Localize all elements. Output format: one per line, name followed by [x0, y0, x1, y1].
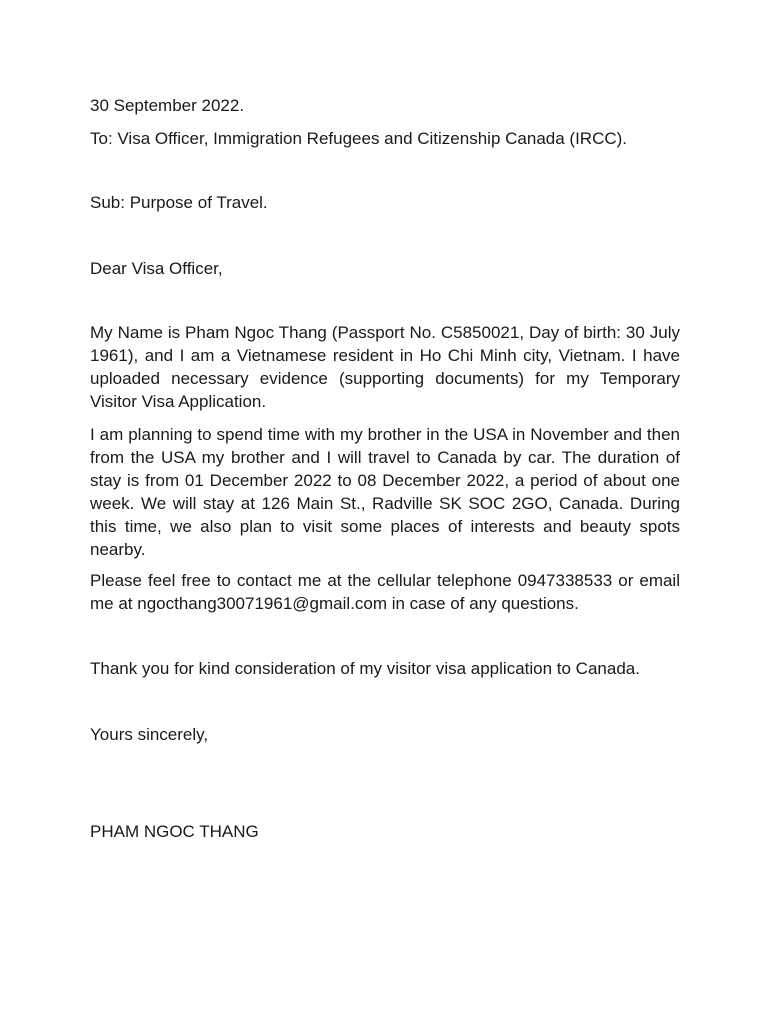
letter-date: 30 September 2022.: [90, 96, 245, 115]
letter-recipient: To: Visa Officer, Immigration Refugees and Citizenship Canada (IRCC).: [90, 129, 628, 148]
letter-thanks: Thank you for kind consideration of my visitor visa application to Canada.: [90, 659, 640, 678]
body-paragraph-introduction: My Name is Pham Ngoc Thang (Passport No. C5850021, Day of birth: 30 July 1961), and I am a Vietnamese resident in Ho Chi Minh city, Vietnam. I have uploaded necessary evidence (supporting documents) for my Temporary Visitor Visa Application.: [90, 323, 680, 411]
signature-name: PHAM NGOC THANG: [90, 822, 259, 841]
body-paragraph-travel-plan: I am planning to spend time with my brother in the USA in November and then from the USA my brother and I will travel to Canada by car. The duration of stay is from 01 December 2022 to 08 December 2022, a period of about one week. We will stay at 126 Main St., Radville SK SOC 2GO, Canada. During this time, we also plan to visit some places of interests and beauty spots nearby.: [90, 425, 680, 559]
letter-subject: Sub: Purpose of Travel.: [90, 193, 268, 212]
letter-closing: Yours sincerely,: [90, 725, 209, 744]
letter-salutation: Dear Visa Officer,: [90, 259, 223, 278]
body-paragraph-contact: Please feel free to contact me at the cellular telephone 0947338533 or email me at ngocthang30071961@gmail.com in case of any questions.: [90, 571, 680, 613]
